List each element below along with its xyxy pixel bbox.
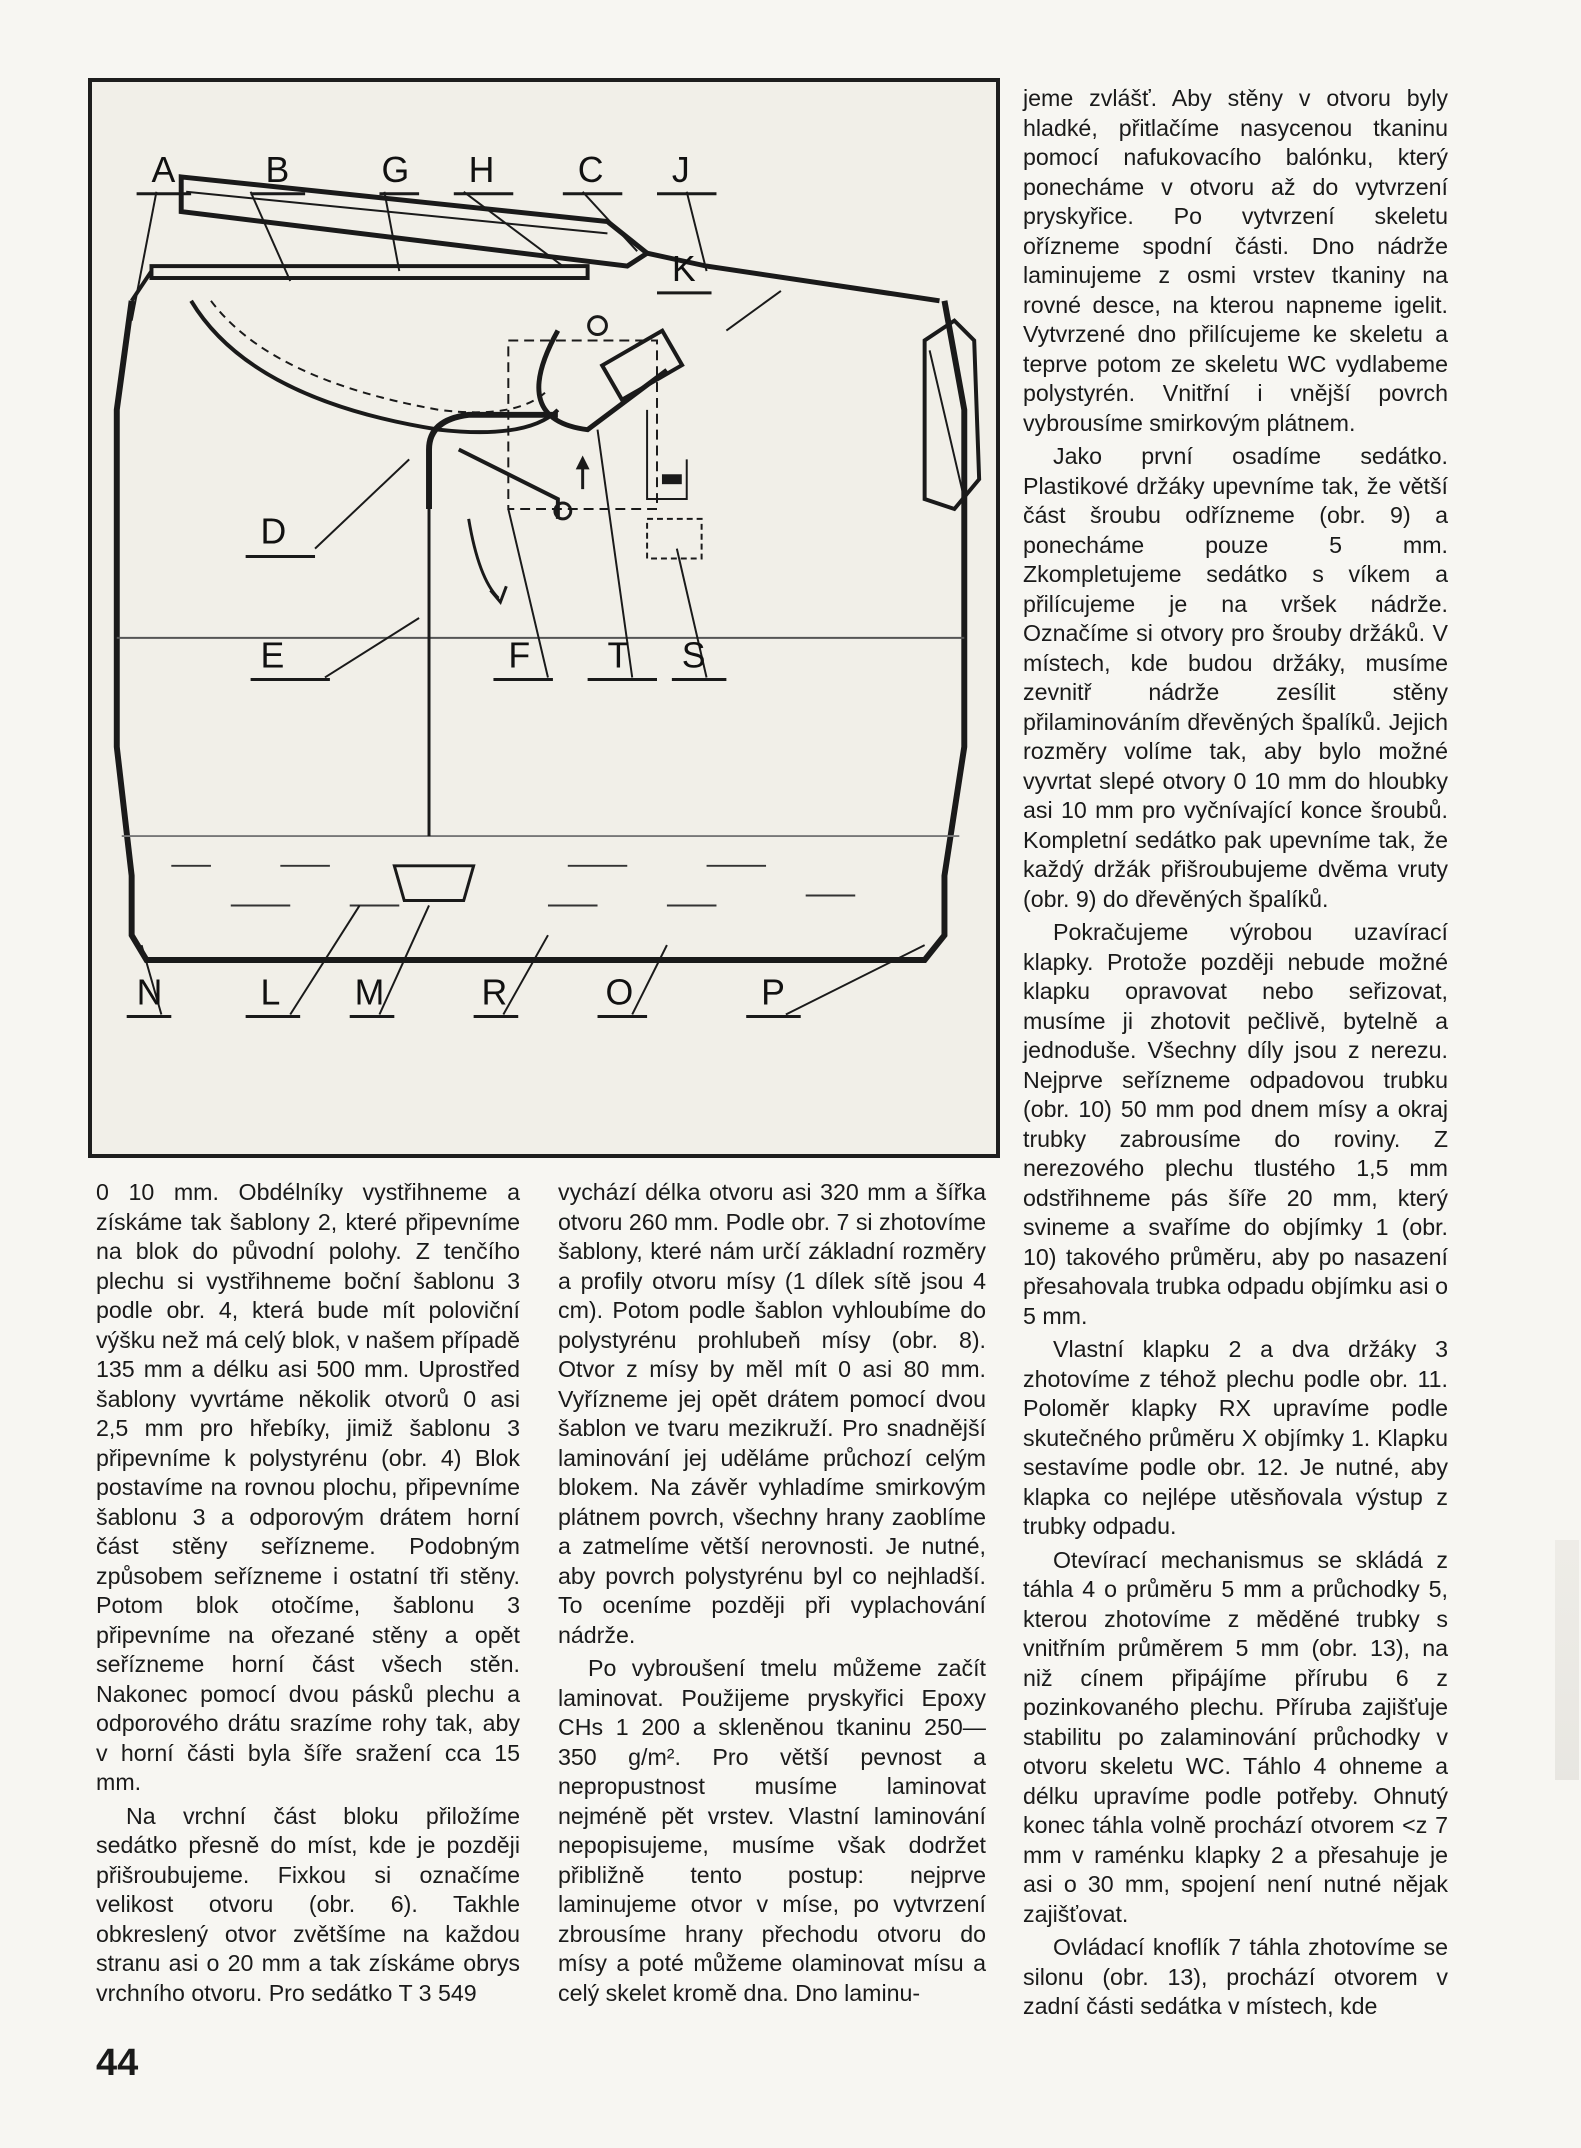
paragraph: Po vybroušení tmelu můžeme začít laminovat. Použijeme pryskyřici Epoxy CHs 1 200 a skleněnou tkaninu 250—350 g/m². Pro větší pevnost a nepropustnost musíme laminovat nejméně pět vrstev. Vlastní laminování nepopisujeme, musíme však dodržet přibližně tento postup: nejprve laminujeme otvor v míse, po vytvrzení zbrousíme hrany přechodu otvoru do mísy a poté můžeme olaminovat mísu a celý skelet kromě dna. Dno laminu- [558, 1655, 986, 2006]
label-r: R [481, 972, 508, 1013]
label-t: T [607, 635, 630, 676]
label-c: C [577, 149, 604, 190]
label-e: E [260, 635, 285, 676]
label-d: D [260, 511, 287, 552]
paragraph: Pokračujeme výrobou uzavírací klapky. Protože později nebude možné klapku opravovat nebo seřizovat, musíme ji zhotovit pečlivě, bytelně a jednoduše. Všechny díly jsou z nerezu. Nejprve seřízneme odpadovou trubku (obr. 10) 50 mm pod dnem mísy a okraj trubky zabrousíme do roviny. Z nerezového plechu tlustého 1,5 mm odstřihneme pás šíře 20 mm, který svineme a svaříme do objímky 1 (obr. 10) takového průměru, aby po nasazení přesahovala trubka odpadu objímku asi o 5 mm. [1023, 919, 1448, 1329]
paragraph: Vlastní klapku 2 a dva držáky 3 zhotovíme z téhož plechu podle obr. 11. Poloměr klapky RX upravíme podle skutečného průměru X objímky 1. Klapku sestavíme podle obr. 12. Je nutné, aby klapka co nejlépe utěsňovala výstup z trubky odpadu. [1023, 1336, 1448, 1539]
label-f: F [508, 635, 531, 676]
text-column-right [1023, 84, 1448, 2022]
text-column-middle [558, 1178, 986, 2008]
paragraph: Jako první osadíme sedátko. Plastikové držáky upevníme tak, že větší část šroubu odřízneme (obr. 9) a ponecháme pouze 5 mm. Zkompletujeme sedátko s víkem a přilícujeme je na vršek nádrže. Označíme si otvory pro šrouby držáků. V místech, kde budou držáky, musíme zevnitř nádrže zesílit stěny přilaminováním dřevěných špalíků. Jejich rozměry volíme tak, aby bylo možné vyvrtat slepé otvory 0 10 mm do hloubky asi 10 mm pro vyčnívající konce šroubů. Kompletní sedátko pak upevníme tak, že každý držák přišroubujeme dvěma vruty (obr. 9) do dřevěných špalíků. [1023, 443, 1448, 912]
technical-diagram [88, 78, 1000, 1158]
paragraph: Ovládací knoflík 7 táhla zhotovíme se silonu (obr. 13), prochází otvorem v zadní části sedátka v místech, kde [1023, 1934, 1448, 2019]
label-m: M [354, 972, 385, 1013]
paragraph: vychází délka otvoru asi 320 mm a šířka otvoru 260 mm. Podle obr. 7 si zhotovíme šablony, které nám určí základní rozměry a profily otvoru mísy (1 dílek sítě jsou 4 cm). Potom podle šablon vyhloubíme do polystyrénu prohlubeň mísy (obr. 8). Otvor z mísy by měl mít 0 asi 80 mm. Vyřízneme jej opět drátem pomocí dvou šablon ve tvaru mezikruží. Pro snadnější laminování jej uděláme průchozí celým blokem. Na závěr vyhladíme smirkovým plátnem povrch, všechny hrany zaoblíme a zatmelíme větší nerovnosti. Je nutné, aby povrch polystyrénu byl co nejhladší. To oceníme později při vyplachování nádrže. [558, 1179, 986, 1648]
label-o: O [605, 972, 634, 1013]
label-b: B [265, 149, 290, 190]
page-edge-shadow [1555, 1540, 1579, 1780]
label-l: L [260, 972, 281, 1013]
label-s: S [681, 635, 706, 676]
label-k: K [671, 248, 696, 289]
text-column-left [96, 1178, 520, 2008]
label-a: A [151, 149, 176, 190]
toilet-cross-section-drawing [92, 82, 996, 1154]
paragraph: jeme zvlášť. Aby stěny v otvoru byly hladké, přitlačíme nasycenou tkaninu pomocí nafukovacího balónku, který ponecháme v otvoru až do vytvrzení pryskyřice. Po vytvrzení skeletu ořízneme spodní části. Dno nádrže laminujeme z osmi vrstev tkaniny na rovné desce, na kterou napneme igelit. Vytvrzené dno přilícujeme ke skeletu a teprve potom ze skeletu WC vydlabeme polystyrén. Vnitřní i vnější povrch vybrousíme smirkovým plátnem. [1023, 85, 1448, 436]
paragraph: Otevírací mechanismus se skládá z táhla 4 o průměru 5 mm a průchodky 5, kterou zhotovíme z měděné trubky s vnitřním průměrem 5 mm (obr. 13), na niž cínem připájíme přírubu 6 z pozinkovaného plechu. Příruba zajišťuje stabilitu po zalaminování průchodky v otvoru skeletu WC. Táhlo 4 ohneme a délku upravíme podle potřeby. Ohnutý konec táhla volně prochází otvorem <z 7 mm v raménku klapky 2 a přesahuje je asi o 30 mm, spojení není nutné nějak zajišťovat. [1023, 1546, 1448, 1927]
label-h: H [468, 149, 495, 190]
label-g: G [381, 149, 410, 190]
paragraph: 0 10 mm. Obdélníky vystřihneme a získáme tak šablony 2, které připevníme na blok do původní polohy. Z tenčího plechu si vystřihneme boční šablonu 3 podle obr. 4, která bude mít poloviční výšku než má celý blok, v našem případě 135 mm a délku asi 500 mm. Uprostřed šablony vyvrtáme několik otvorů 0 asi 2,5 mm pro hřebíky, jimiž šablonu 3 připevníme k polystyrénu (obr. 4) Blok postavíme na rovnou plochu, připevníme šablonu 3 a odporovým drátem horní část stěny seřízneme. Podobným způsobem seřízneme i ostatní tři stěny. Potom blok otočíme, šablonu 3 připevníme na ořezané stěny a opět seřízneme horní část všech stěn. Nakonec pomocí dvou pásků plechu a odporového drátu srazíme rohy tak, aby v horní části byla šíře sražení cca 15 mm. [96, 1179, 521, 1795]
label-j: J [671, 149, 690, 190]
label-n: N [136, 972, 163, 1013]
page-number: 44 [96, 2042, 139, 2084]
label-p: P [761, 972, 785, 1013]
paragraph: Na vrchní část bloku přiložíme sedátko přesně do míst, kde je později přišroubujeme. Fixkou si označíme velikost otvoru (obr. 6). Takhle obkreslený otvor zvětšíme na každou stranu asi o 20 mm a tak získáme obrys vrchního otvoru. Pro sedátko T 3 549 [96, 1802, 520, 2006]
